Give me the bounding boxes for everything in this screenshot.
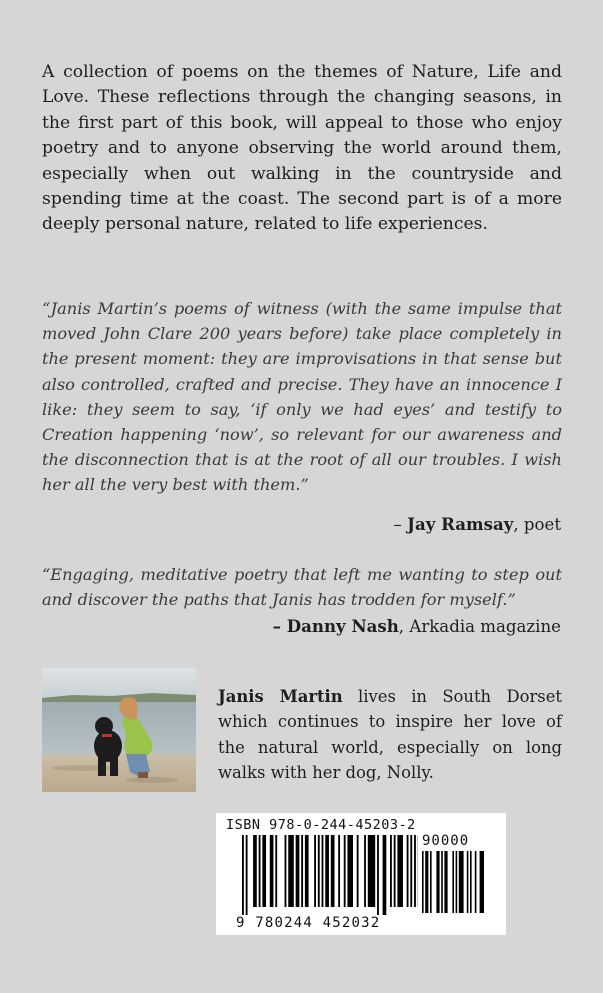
attribution-role: , poet — [513, 515, 561, 534]
author-name: Janis Martin — [218, 687, 343, 706]
barcode-bar — [377, 835, 379, 915]
ean-digits: 9 780244 452032 — [236, 915, 381, 931]
barcode-bar — [305, 835, 309, 907]
barcode-bar — [467, 851, 469, 913]
barcode-bar — [270, 835, 274, 907]
barcode-bar — [288, 835, 294, 907]
review-attribution-ramsay — [394, 512, 561, 537]
barcode-bar — [318, 835, 320, 907]
barcode-bar — [394, 835, 396, 907]
barcode-bar — [344, 835, 346, 907]
barcode-bar — [285, 835, 287, 907]
barcode-bar — [314, 835, 316, 907]
barcode-bar — [296, 835, 300, 907]
attribution-author: Jay Ramsay — [407, 514, 514, 534]
barcode-bar — [414, 835, 416, 907]
barcode-bar — [357, 835, 359, 907]
barcode-bar — [436, 851, 439, 913]
barcode-bar — [275, 835, 277, 907]
barcode-bar — [475, 851, 477, 913]
barcode-bar — [459, 851, 464, 913]
barcode-bar — [397, 835, 403, 907]
barcode-bar — [480, 851, 484, 913]
author-bio-text: lives in South Dorset which continues to inspire her love of the natural world, especially on long walks with her dog, Nolly. — [218, 687, 562, 783]
author-photo — [42, 668, 196, 792]
barcode-bar — [390, 835, 392, 907]
barcode-bar — [444, 851, 447, 913]
barcode-bar — [253, 835, 257, 907]
barcode-bar — [425, 851, 428, 913]
barcode-bar — [441, 851, 443, 913]
review-quote-ramsay: “Janis Martin’s poems of witness (with the same impulse that moved John Clare 200 years before) take place completely in the present moment: they are improvisations in that sense but also controlled, crafted and precise. They have an innocence I like: they seem to say, ‘if only we had eyes’ and testify to Creation happening ‘now’, so relevant for our awareness and the disconnection that is at the root of all our troubles. I wish her all the very best with them.” — [42, 299, 562, 495]
barcode-bar — [242, 835, 244, 915]
barcode-bar — [259, 835, 261, 907]
barcode-bar — [331, 835, 335, 907]
barcode-bar — [456, 851, 458, 913]
attribution-role: , Arkadia magazine — [398, 617, 561, 636]
review-attribution-nash — [273, 614, 561, 639]
barcode-bar — [246, 835, 248, 915]
barcode-bar — [322, 835, 324, 907]
isbn-barcode — [216, 813, 506, 935]
barcode-bar — [338, 835, 340, 907]
barcode-bar — [422, 851, 424, 913]
barcode-bar — [470, 851, 472, 913]
barcode-bar — [301, 835, 303, 907]
barcode-bar — [364, 835, 366, 907]
barcode-bar — [383, 835, 387, 915]
barcode-bar — [347, 835, 353, 907]
barcode-bar — [262, 835, 266, 907]
attribution-dash: – — [393, 515, 408, 534]
barcode-bar — [410, 835, 412, 907]
barcode-bar — [407, 835, 409, 907]
isbn-label: ISBN 978-0-244-45203-2 — [226, 817, 416, 833]
barcode-bar — [430, 851, 432, 913]
price-code: 90000 — [422, 833, 470, 849]
barcode-bar — [325, 835, 329, 907]
barcode-bar — [368, 835, 375, 907]
book-blurb: A collection of poems on the themes of Nature, Life and Love. These reflections through the changing seasons, in the first part of this book, will appeal to those who enjoy poetry and to anyone observing the world around them, especially when out walking in the countryside and spending time at the coast. The second part is of a more deeply personal nature, related to life experiences. — [42, 62, 562, 235]
price-addon-bars — [422, 851, 484, 915]
barcode-bar — [452, 851, 454, 913]
attribution-dash: – — [272, 616, 287, 636]
author-photo-illustration — [42, 668, 196, 792]
ean13-bars — [242, 835, 418, 915]
attribution-author: Danny Nash — [286, 616, 399, 636]
author-bio — [218, 684, 562, 786]
review-quote-nash: “Engaging, meditative poetry that left me wanting to step out and discover the paths that Janis has trodden for myself.” — [42, 565, 562, 610]
